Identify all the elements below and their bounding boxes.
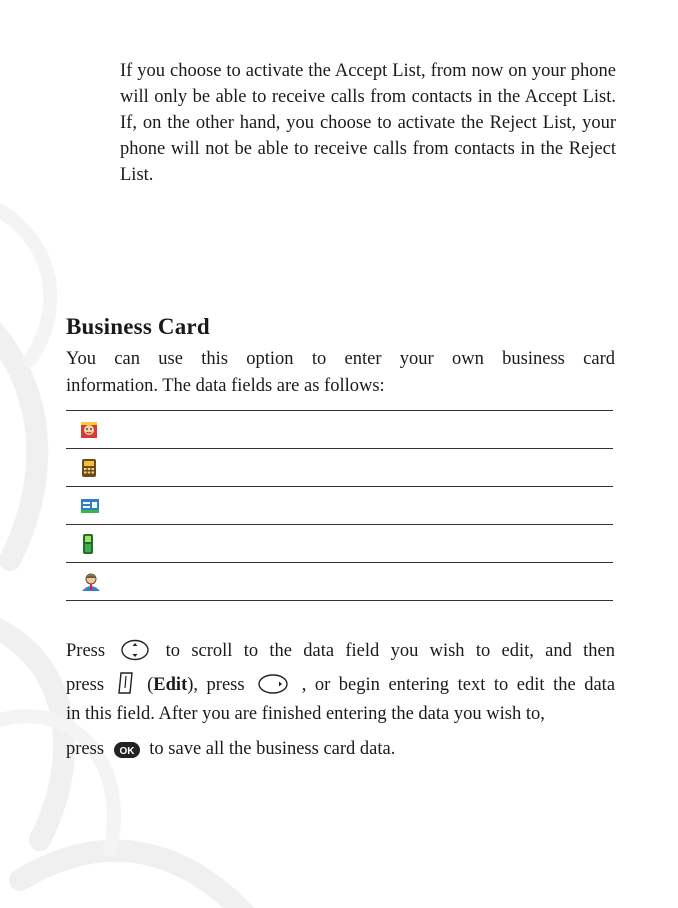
name-card-icon bbox=[80, 421, 98, 439]
field-row-company bbox=[66, 487, 613, 525]
intro-paragraph: If you choose to activate the Accept List, from now on your phone will only be able to receive calls from contacts in the Accept List. If, on the other hand, you choose to activate the Reject List, your phone will not be able to receive calls from contacts in the Reject List. bbox=[120, 61, 616, 185]
section-intro bbox=[66, 346, 615, 400]
right-navigation-key-icon bbox=[257, 673, 289, 695]
field-row-phone bbox=[66, 449, 613, 487]
instructions-paragraph bbox=[66, 634, 615, 766]
data-field-table bbox=[66, 410, 613, 601]
company-card-icon bbox=[80, 498, 100, 514]
intro-line-2: information. The data fields are as follows: bbox=[66, 376, 385, 396]
svg-text:OK: OK bbox=[119, 746, 135, 757]
intro-line-1: You can use this option to enter your own business card bbox=[66, 349, 615, 369]
phone-number-icon bbox=[80, 458, 98, 478]
section-title: Business Card bbox=[66, 314, 210, 339]
instructions-line-3: in this field. After you are finished entering the data you wish to, bbox=[66, 704, 545, 724]
navigation-key-icon bbox=[120, 639, 150, 661]
instructions-line-1: Press to scroll to the data field you wish to edit, and then bbox=[66, 641, 616, 661]
contact-person-icon bbox=[80, 572, 102, 592]
ok-key-icon bbox=[113, 741, 141, 759]
left-soft-key-icon bbox=[117, 671, 135, 695]
instructions-line-4: press OK to save all the business card data. bbox=[66, 739, 396, 759]
instructions-line-2: press (Edit), press , or begin entering text to edit the data bbox=[66, 668, 615, 702]
field-row-contact bbox=[66, 563, 613, 601]
field-row-name bbox=[66, 411, 613, 449]
field-row-mobile bbox=[66, 525, 613, 563]
mobile-phone-icon bbox=[80, 533, 96, 555]
edit-label: Edit bbox=[153, 675, 188, 695]
